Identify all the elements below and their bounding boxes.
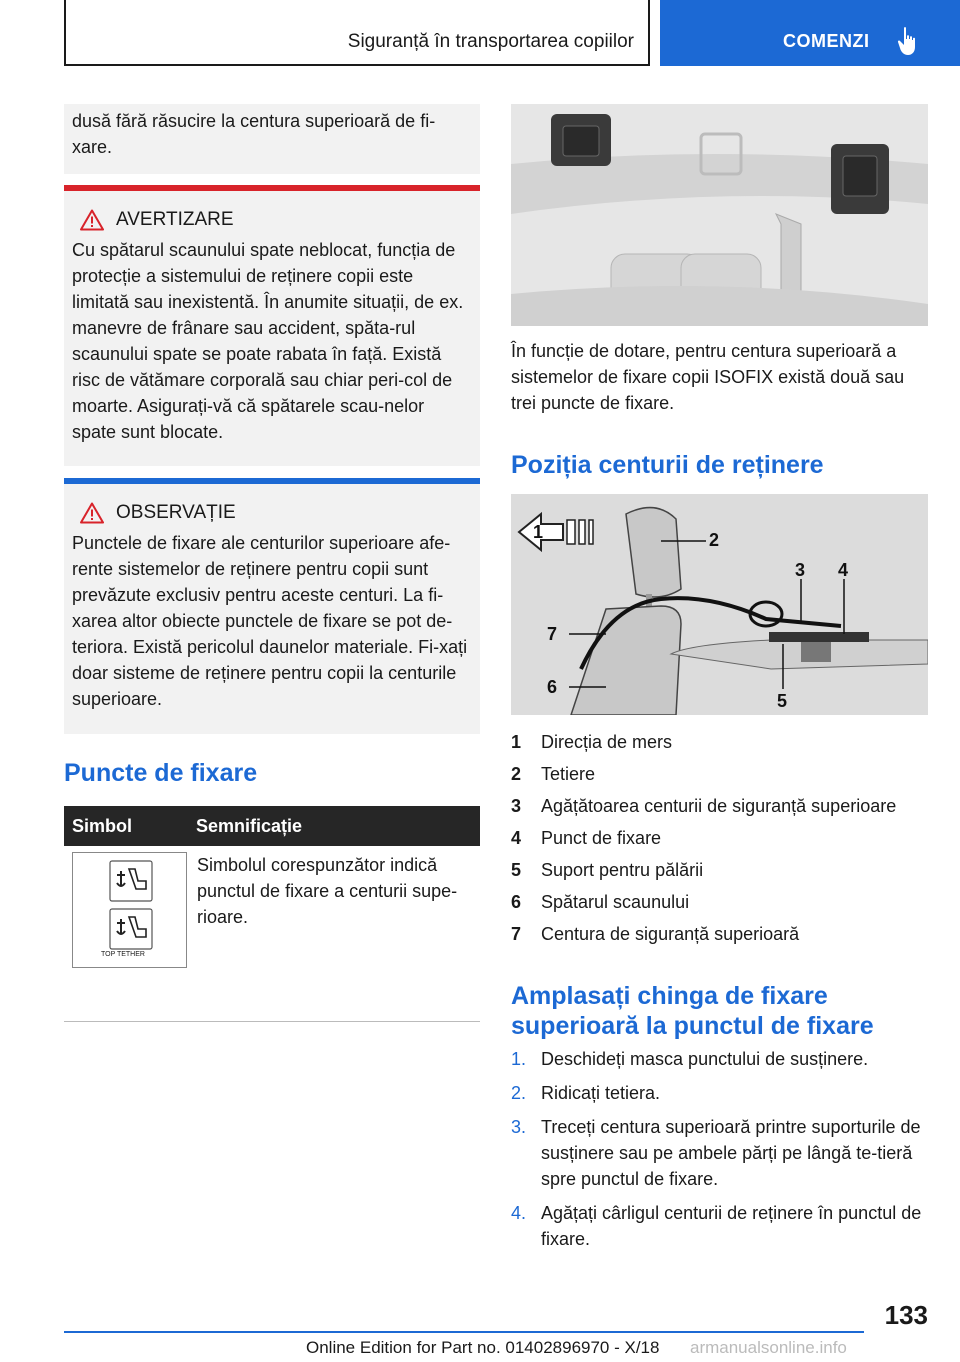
list-item [511,1080,931,1106]
symbol-cell [72,852,187,968]
legend-text: Direcția de mers [541,731,673,752]
intro-note-text: dusă fără răsucire la centura superioară de fi-xare. [72,111,436,157]
legend-num: 7 [511,923,522,944]
pointing-hand-icon [896,26,920,58]
column-header-symbol: Simbol [72,815,133,836]
legend-num: 4 [511,827,522,848]
legend-num: 5 [511,859,522,880]
legend-item [511,886,931,918]
notice-box [64,478,480,734]
list-item [511,1046,931,1072]
caution-triangle-icon [80,502,104,524]
footer-watermark: armanualsonline.info [690,1338,847,1357]
legend-text: Centura de siguranță superioară [541,923,800,944]
legend-text: Punct de fixare [541,827,662,848]
diagram-label-4: 4 [838,560,849,580]
chapter-tab[interactable] [660,0,960,66]
diagram-label-1: 1 [533,522,544,542]
list-item [511,1114,931,1192]
legend-text: Suport pentru pălării [541,859,704,880]
legend-text: Tetiere [541,763,596,784]
header-section-bar [64,0,650,66]
section-title: Siguranță în transportarea copiilor [347,31,634,52]
notice-title: OBSERVAȚIE [116,502,236,523]
heading-fixing-points: Puncte de fixare [64,759,258,787]
column-header-meaning: Semnificație [196,815,303,836]
table-row [64,846,480,1022]
notice-text: Punctele de fixare ale centurilor superioare afe-rente sistemelor de reținere pentru copii sunt prevăzute exclusiv pentru aceste centuri. La fi-xarea altor obiecte punctele de fixare se pot de-teriora. Există pericolul daunelor materiale. Fi-xați doar sisteme de reținere pentru copii la centurile superioare. [72,533,468,709]
step-num: 2. [511,1083,527,1103]
footer-divider [64,1331,864,1333]
legend-num: 3 [511,795,522,816]
heading-attach-line1: Amplasați chinga de fixare [511,982,828,1010]
chapter-tab-label: COMENZI [783,31,870,51]
step-text: Treceți centura superioară printre suporturile de susținere sau pe ambele părți pe lângă te-tieră spre punctul de fixare. [541,1117,921,1189]
diagram-label-5: 5 [777,691,788,711]
intro-note [64,104,480,174]
list-item [511,1200,931,1252]
legend-text: Spătarul scaunului [541,891,690,912]
legend-item [511,758,931,790]
diagram-label-6: 6 [547,677,558,697]
diagram-label-3: 3 [795,560,806,580]
footer-edition: Online Edition for Part no. 01402896970 - X/18 [306,1338,660,1357]
symbol-meaning: Simbolul corespunzător indică punctul de fixare a centurii supe-rioare. [197,855,458,927]
heading-attach-line2: superioară la punctul de fixare [511,1012,874,1040]
belt-position-illustration [511,494,928,715]
diagram-legend [511,726,931,950]
legend-num: 2 [511,763,522,784]
legend-item [511,918,931,950]
symbol-table [64,806,480,1022]
warning-box [64,185,480,466]
table-header [64,806,480,846]
legend-text: Agățătoarea centurii de siguranță superioare [541,795,897,816]
warning-triangle-icon [80,209,104,231]
attach-steps [511,1046,931,1260]
heading-belt-position: Poziția centurii de reținere [511,451,824,479]
legend-item [511,790,931,822]
belt-position-diagram [511,494,928,715]
photo-caption: În funcție de dotare, pentru centura superioară a sistemelor de fixare copii ISOFIX există două sau trei puncte de fixare. [511,341,905,413]
step-num: 1. [511,1049,527,1069]
warning-text: Cu spătarul scaunului spate neblocat, funcția de protecție a sistemului de reținere copii este limitată sau inexistentă. În anumite situații, de ex. manevre de frânare sau accident, spăta-rul scaunului spate se poate rabata în față. Există risc de vătămare corporală sau chiar peri-col de moarte. Asigurați-vă că spătarele scau-nelor spate sunt blocate. [72,240,464,442]
legend-item [511,726,931,758]
step-text: Ridicați tetiera. [541,1083,661,1103]
step-text: Deschideți masca punctului de susținere. [541,1049,869,1069]
step-num: 3. [511,1117,527,1137]
rear-shelf-photo [511,104,928,326]
legend-num: 6 [511,891,522,912]
legend-item [511,822,931,854]
rear-shelf-illustration [511,104,928,326]
warning-title: AVERTIZARE [116,209,234,230]
heading-attach-tether [511,981,874,1041]
step-num: 4. [511,1203,527,1223]
legend-item [511,854,931,886]
diagram-label-2: 2 [709,530,720,550]
legend-num: 1 [511,731,522,752]
page-number: 133 [884,1300,928,1330]
step-text: Agățați cârligul centurii de reținere în punctul de fixare. [541,1203,922,1249]
top-tether-caption: TOP TETHER [101,951,145,958]
diagram-label-7: 7 [547,624,558,644]
